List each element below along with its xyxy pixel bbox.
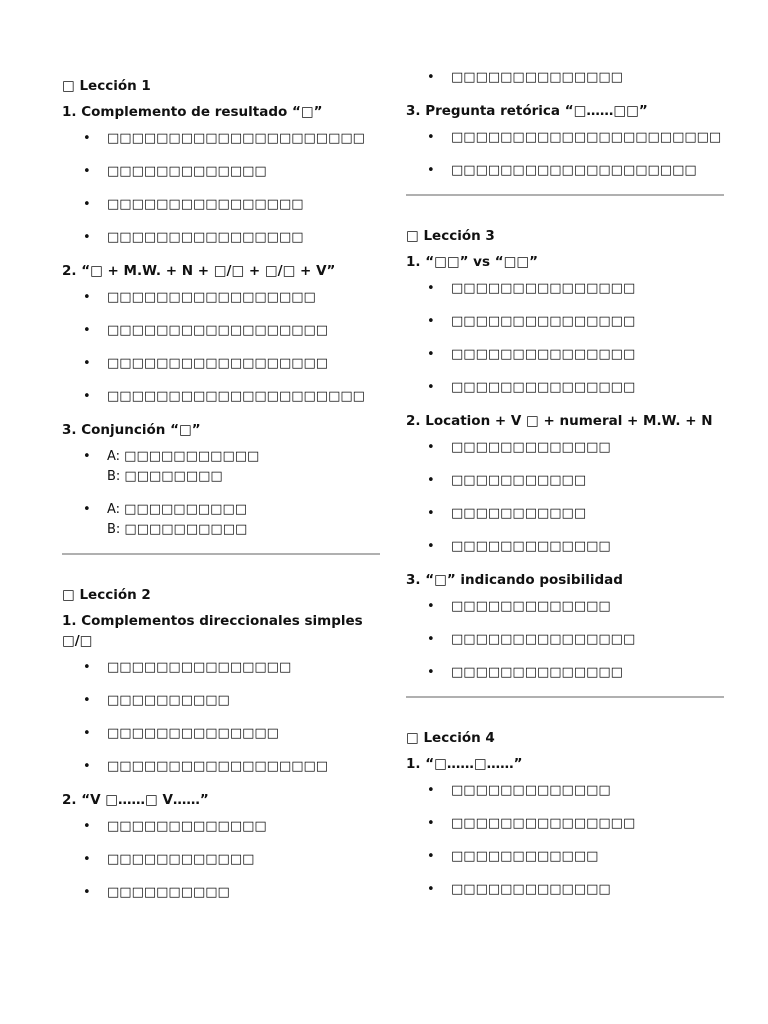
lesson-divider xyxy=(62,553,380,555)
example-list xyxy=(62,129,380,248)
lesson-divider xyxy=(406,696,724,698)
list-item: • □□□□□□□□□□□□□ xyxy=(406,781,724,801)
list-item: • □□□□□□□□□□□□□□□□□□ xyxy=(62,321,380,341)
section-heading: 1. Complemento de resultado “□” xyxy=(62,104,323,120)
list-item: • □□□□□□□□□□□□□ xyxy=(62,817,380,837)
list-item: • □□□□□□□□□□□□□□□ xyxy=(406,279,724,299)
dialogue-line-b: B: □□□□□□□□ xyxy=(107,469,223,484)
dialogue-line-a: • A: □□□□□□□□□□ xyxy=(107,502,248,517)
example-list xyxy=(406,781,724,900)
list-item: • □□□□□□□□□□□□□□ xyxy=(406,68,724,88)
list-item: • □□□□□□□□□□□□□□□□ xyxy=(62,228,380,248)
dialogue-item xyxy=(62,447,380,487)
section-heading: 1. “□……□……” xyxy=(406,756,523,772)
list-item: • □□□□□□□□□□□□ xyxy=(62,850,380,870)
list-item: • □□□□□□□□□□□□□□□ xyxy=(406,630,724,650)
list-item: • □□□□□□□□□□□□□ xyxy=(406,880,724,900)
section-heading: 2. Location + V □ + numeral + M.W. + N xyxy=(406,413,713,429)
list-item: • □□□□□□□□□□□□□□ xyxy=(406,663,724,683)
list-item: • □□□□□□□□□□□□□□□□□□□□□□ xyxy=(406,128,724,148)
section-heading: 2. “V □……□ V……” xyxy=(62,792,209,808)
list-item: • □□□□□□□□□□□□□ xyxy=(406,438,724,458)
example-list xyxy=(406,438,724,557)
list-item: • □□□□□□□□□□□□□□□□□□□□□ xyxy=(62,387,380,407)
left-column xyxy=(62,68,380,916)
list-item: • □□□□□□□□□□□□□□□□□□□□ xyxy=(406,161,724,181)
section-heading: 1. Complementos direccionales simples □/□ xyxy=(62,613,363,649)
dialogue-list xyxy=(62,447,380,540)
list-item: • □□□□□□□□□□□□□□ xyxy=(62,724,380,744)
list-item: • □□□□□□□□□□□ xyxy=(406,471,724,491)
lesson-3-heading: □ Lección 3 xyxy=(406,228,495,244)
list-item: • □□□□□□□□□□□□□□□ xyxy=(62,658,380,678)
list-item: • □□□□□□□□□□□□□□□ xyxy=(406,345,724,365)
lesson-4-heading: □ Lección 4 xyxy=(406,730,495,746)
lesson-2-heading: □ Lección 2 xyxy=(62,587,151,603)
section-heading: 2. “□ + M.W. + N + □/□ + □/□ + V” xyxy=(62,263,336,279)
section-heading: 1. “□□” vs “□□” xyxy=(406,254,538,270)
example-list xyxy=(406,68,724,88)
list-item: • □□□□□□□□□□□□□□□□□□□□□ xyxy=(62,129,380,149)
dialogue-line-a: • A: □□□□□□□□□□□ xyxy=(107,449,260,464)
lesson-1-heading: □ Lección 1 xyxy=(62,78,151,94)
list-item: • □□□□□□□□□□□□□ xyxy=(406,537,724,557)
list-item: • □□□□□□□□□□ xyxy=(62,883,380,903)
example-list xyxy=(62,817,380,903)
list-item: • □□□□□□□□□□□□□□□□□ xyxy=(62,288,380,308)
example-list xyxy=(62,658,380,777)
example-list xyxy=(406,597,724,683)
example-list xyxy=(406,128,724,181)
list-item: • □□□□□□□□□□□□□□□ xyxy=(406,312,724,332)
section-heading: 3. Pregunta retórica “□……□□” xyxy=(406,103,648,119)
section-heading: 3. Conjunción “□” xyxy=(62,422,201,438)
list-item: • □□□□□□□□□□□□□□□□□□ xyxy=(62,354,380,374)
dialogue-item xyxy=(62,500,380,540)
list-item: • □□□□□□□□□□□□□□□ xyxy=(406,814,724,834)
list-item: • □□□□□□□□□□□□□ xyxy=(62,162,380,182)
list-item: • □□□□□□□□□□□□ xyxy=(406,847,724,867)
dialogue-line-b: B: □□□□□□□□□□ xyxy=(107,522,248,537)
lesson-divider xyxy=(406,194,724,196)
right-column xyxy=(406,68,724,913)
list-item: • □□□□□□□□□□□ xyxy=(406,504,724,524)
list-item: • □□□□□□□□□□□□□□□□□□ xyxy=(62,757,380,777)
list-item: • □□□□□□□□□□□□□□□ xyxy=(406,378,724,398)
example-list xyxy=(406,279,724,398)
example-list xyxy=(62,288,380,407)
list-item: • □□□□□□□□□□□□□ xyxy=(406,597,724,617)
list-item: • □□□□□□□□□□□□□□□□ xyxy=(62,195,380,215)
list-item: • □□□□□□□□□□ xyxy=(62,691,380,711)
section-heading: 3. “□” indicando posibilidad xyxy=(406,572,623,588)
